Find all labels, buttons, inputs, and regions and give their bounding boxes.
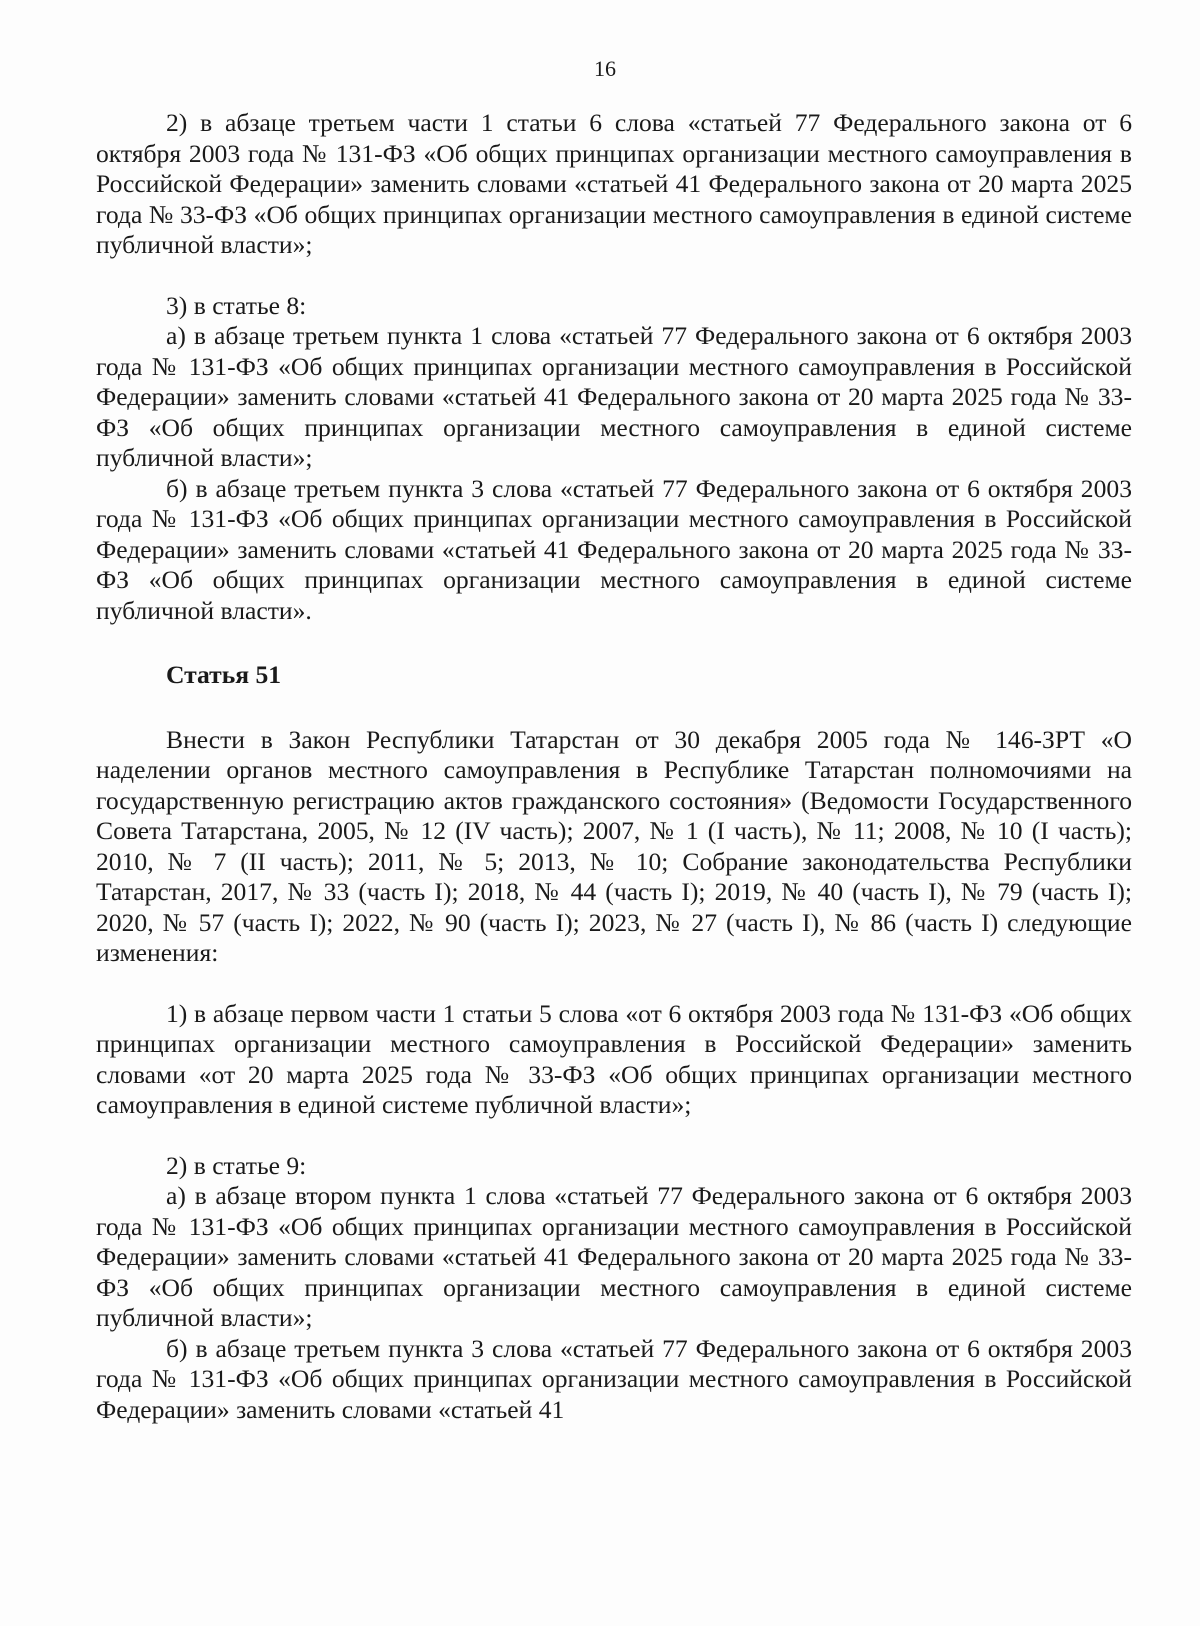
spacer bbox=[96, 261, 1132, 291]
paragraph-subitem-a2: а) в абзаце втором пункта 1 слова «статьей 77 Федерального закона от 6 октября 2003 года № 131-ФЗ «Об общих принципах организации местного самоуправления в Российской Федерации» заменить словами «статьей 41 Федерального закона от 20 марта 2025 года № 33-ФЗ «Об общих принципах организации местного самоуправления в единой системе публичной власти»; bbox=[96, 1181, 1132, 1332]
paragraph-intro: Внести в Закон Республики Татарстан от 30 декабря 2005 года № 146-ЗРТ «О наделении органов местного самоуправления в Республике Татарстан полномочиями на государственную регистрацию актов гражданского состояния» (Ведомости Государственного Совета Татарстана, 2005, № 12 (IV часть); 2007, № 1 (I часть), № 11; 2008, № 10 (I часть); 2010, № 7 (II часть); 2011, № 5; 2013, № 10; Собрание законодательства Республики Татарстан, 2017, № 33 (часть I); 2018, № 44 (часть I); 2019, № 40 (часть I), № 79 (часть I); 2020, № 57 (часть I); 2022, № 90 (часть I); 2023, № 27 (часть I), № 86 (часть I) следующие изменения: bbox=[96, 724, 1132, 967]
page-number: 16 bbox=[594, 56, 616, 81]
spacer bbox=[96, 1121, 1132, 1151]
paragraph-item-2: 2) в абзаце третьем части 1 статьи 6 слова «статьей 77 Федерального закона от 6 октября 2003 года № 131-ФЗ «Об общих принципах организации местного самоуправления в Российской Федерации» заменить словами «статьей 41 Федерального закона от 20 марта 2025 года № 33-ФЗ «Об общих принципах организации местного самоуправления в единой системе публичной власти»; bbox=[96, 108, 1132, 259]
paragraph-subitem-a: а) в абзаце третьем пункта 1 слова «статьей 77 Федерального закона от 6 октября 2003 года № 131-ФЗ «Об общих принципах организации местного самоуправления в Российской Федерации» заменить словами «статьей 41 Федерального закона от 20 марта 2025 года № 33-ФЗ «Об общих принципах организации местного самоуправления в единой системе публичной власти»; bbox=[96, 321, 1132, 472]
paragraph-item-1: 1) в абзаце первом части 1 статьи 5 слова «от 6 октября 2003 года № 131-ФЗ «Об общих принципах организации местного самоуправления в Российской Федерации» заменить словами «от 20 марта 2025 года № 33-ФЗ «Об общих принципах организации местного самоуправления в единой системе публичной власти»; bbox=[96, 998, 1132, 1119]
spacer bbox=[96, 626, 1132, 660]
paragraph-subitem-b: б) в абзаце третьем пункта 3 слова «статьей 77 Федерального закона от 6 октября 2003 года № 131-ФЗ «Об общих принципах организации местного самоуправления в Российской Федерации» заменить словами «статьей 41 Федерального закона от 20 марта 2025 года № 33-ФЗ «Об общих принципах организации местного самоуправления в единой системе публичной власти». bbox=[96, 473, 1132, 625]
paragraph-subitem-b2: б) в абзаце третьем пункта 3 слова «статьей 77 Федерального закона от 6 октября 2003 года № 131-ФЗ «Об общих принципах организации местного самоуправления в Российской Федерации» заменить словами «статьей 41 bbox=[96, 1333, 1132, 1424]
article-heading: Статья 51 bbox=[166, 660, 282, 689]
spacer bbox=[96, 691, 1132, 725]
paragraph-item-2b: 2) в статье 9: bbox=[166, 1150, 307, 1180]
spacer bbox=[96, 969, 1132, 999]
document-body bbox=[96, 108, 1132, 1425]
paragraph-item-3: 3) в статье 8: bbox=[166, 290, 307, 320]
